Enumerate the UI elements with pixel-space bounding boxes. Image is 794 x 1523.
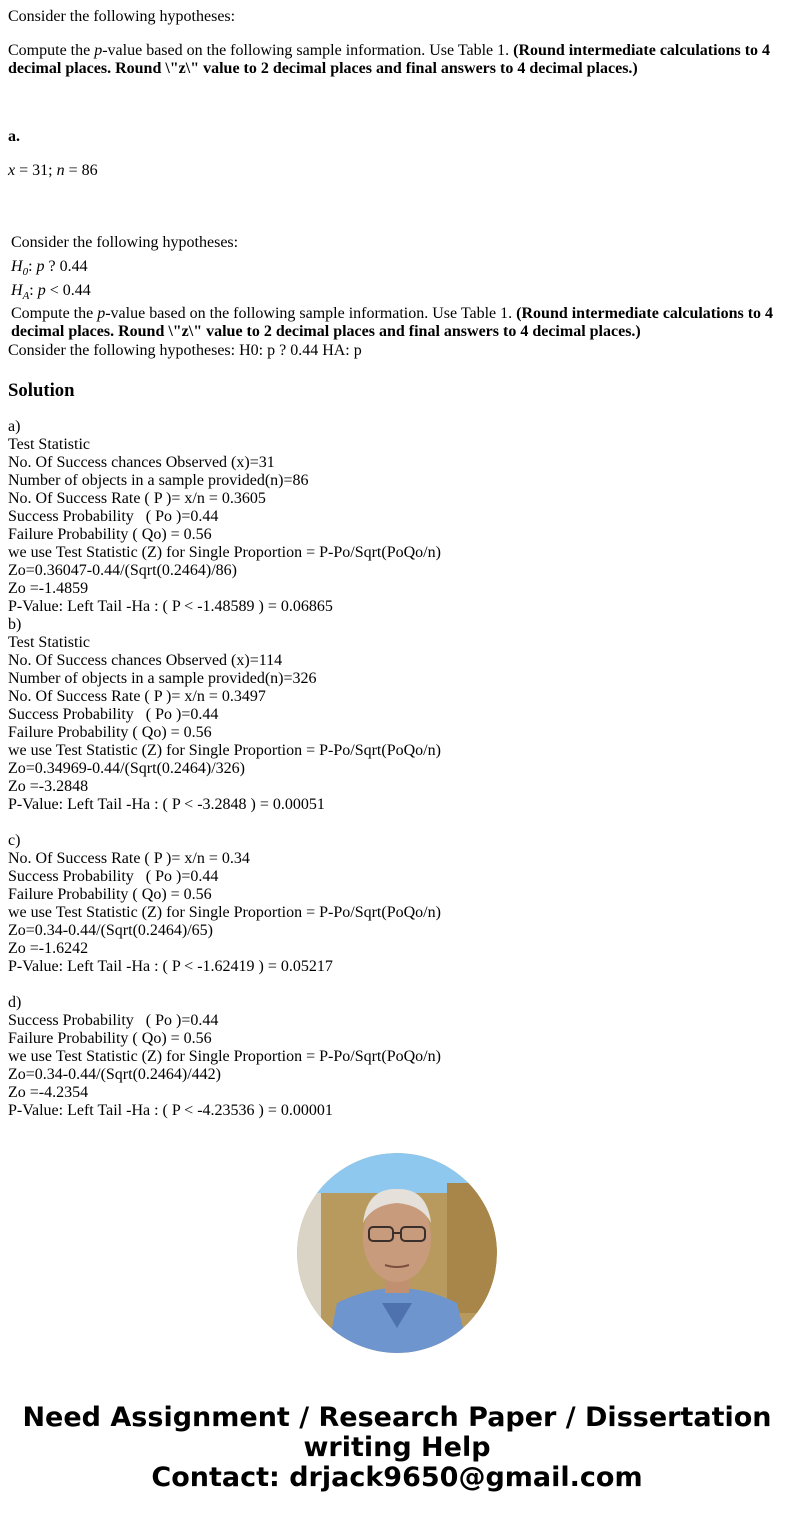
solution-part-b [8,616,786,814]
solution-line: Zo =-1.6242 [8,940,89,957]
q-instructions-prefix: Compute the [11,305,98,322]
solution-line: Success Probability ( Po )=0.44 [8,508,219,525]
question-heading: Consider the following hypotheses: [11,234,239,251]
solution-line: c) [8,832,21,849]
solution-line: No. Of Success Rate ( P )= x/n = 0.3497 [8,688,266,705]
q-instructions-mid: -value based on the following sample information. Use Table 1. [105,305,517,322]
x-value: = 31; [15,162,57,179]
h0-value: ? 0.44 [44,258,88,275]
solution-part-c [8,832,786,976]
q-p-italic: p [97,305,106,322]
author-photo [297,1153,497,1353]
solution-line: a) [8,418,21,435]
q-rounding-note: (Round intermediate calculations to 4 decimal places. Round \"z\" value to 2 decimal places and final answers to 4 decimal places.) [11,305,774,340]
solution-line: No. Of Success Rate ( P )= x/n = 0.34 [8,850,250,867]
solution-line: No. Of Success chances Observed (x)=31 [8,454,275,471]
solution-line: P-Value: Left Tail -Ha : ( P < -1.48589 ) = 0.06865 [8,598,333,615]
solution-part-a [8,418,786,616]
solution-part-d [8,994,786,1120]
footer-line-3: Contact: drjack9650@gmail.com [151,1462,643,1493]
x-variable: x [8,162,16,179]
rounding-note: (Round intermediate calculations to 4 decimal places. Round \"z\" value to 2 decimal places and final answers to 4 decimal places.) [8,42,771,77]
solution-line: Failure Probability ( Qo) = 0.56 [8,886,212,903]
h0-subscript: 0 [22,266,29,279]
ha-p: p [37,282,46,299]
solution-line: Number of objects in a sample provided(n)=326 [8,670,317,687]
part-a-values [8,162,786,180]
solution-line: No. Of Success Rate ( P )= x/n = 0.3605 [8,490,266,507]
p-italic: p [94,42,103,59]
footer-line-2: writing Help [303,1432,491,1463]
solution-line: Success Probability ( Po )=0.44 [8,706,219,723]
solution-line: Zo=0.36047-0.44/(Sqrt(0.2464)/86) [8,562,237,579]
solution-line: we use Test Statistic (Z) for Single Proportion = P-Po/Sqrt(PoQo/n) [8,1048,441,1065]
question-table [8,230,786,344]
solution-line: d) [8,994,22,1011]
alternative-hypothesis [10,280,784,302]
solution-line: Zo=0.34-0.44/(Sqrt(0.2464)/65) [8,922,213,939]
solution-line: P-Value: Left Tail -Ha : ( P < -4.23536 ) = 0.00001 [8,1102,333,1119]
intro-heading: Consider the following hypotheses: [8,8,236,25]
solution-line: P-Value: Left Tail -Ha : ( P < -1.62419 ) = 0.05217 [8,958,333,975]
n-value: = 86 [64,162,98,179]
instructions-mid: -value based on the following sample information. Use Table 1. [102,42,514,59]
h0-colon: : [28,258,37,275]
ha-letter: H [11,282,23,299]
h0-p: p [36,258,45,275]
ha-subscript: A [22,290,30,303]
solution-line: we use Test Statistic (Z) for Single Proportion = P-Po/Sqrt(PoQo/n) [8,904,441,921]
ha-value: < 0.44 [45,282,91,299]
null-hypothesis [10,256,784,278]
n-variable: n [56,162,65,179]
solution-line: we use Test Statistic (Z) for Single Proportion = P-Po/Sqrt(PoQo/n) [8,544,441,561]
solution-line: Zo=0.34969-0.44/(Sqrt(0.2464)/326) [8,760,245,777]
footer-line-1: Need Assignment / Research Paper / Dissertation [22,1402,772,1433]
author-avatar [297,1153,497,1353]
solution-line: Test Statistic [8,634,90,651]
part-a-label: a. [8,128,20,145]
solution-line: Zo =-3.2848 [8,778,89,795]
solution-line: Zo =-1.4859 [8,580,89,597]
solution-line: Success Probability ( Po )=0.44 [8,868,219,885]
solution-line: Zo =-4.2354 [8,1084,89,1101]
question-instructions [10,304,784,342]
summary-line: Consider the following hypotheses: H0: p ? 0.44 HA: p [8,342,362,359]
solution-line: Failure Probability ( Qo) = 0.56 [8,526,212,543]
ha-colon: : [29,282,38,299]
solution-line: Failure Probability ( Qo) = 0.56 [8,724,212,741]
intro-instructions [8,42,786,78]
solution-line: Success Probability ( Po )=0.44 [8,1012,219,1029]
solution-line: Number of objects in a sample provided(n)=86 [8,472,309,489]
solution-line: we use Test Statistic (Z) for Single Proportion = P-Po/Sqrt(PoQo/n) [8,742,441,759]
solution-line: b) [8,616,22,633]
solution-line: Zo=0.34-0.44/(Sqrt(0.2464)/442) [8,1066,221,1083]
contact-footer [0,1403,794,1493]
solution-line: P-Value: Left Tail -Ha : ( P < -3.2848 ) = 0.00051 [8,796,325,813]
instructions-prefix: Compute the [8,42,95,59]
solution-line: Failure Probability ( Qo) = 0.56 [8,1030,212,1047]
solution-title: Solution [8,380,75,401]
h0-letter: H [11,258,23,275]
solution-line: No. Of Success chances Observed (x)=114 [8,652,283,669]
solution-line: Test Statistic [8,436,90,453]
